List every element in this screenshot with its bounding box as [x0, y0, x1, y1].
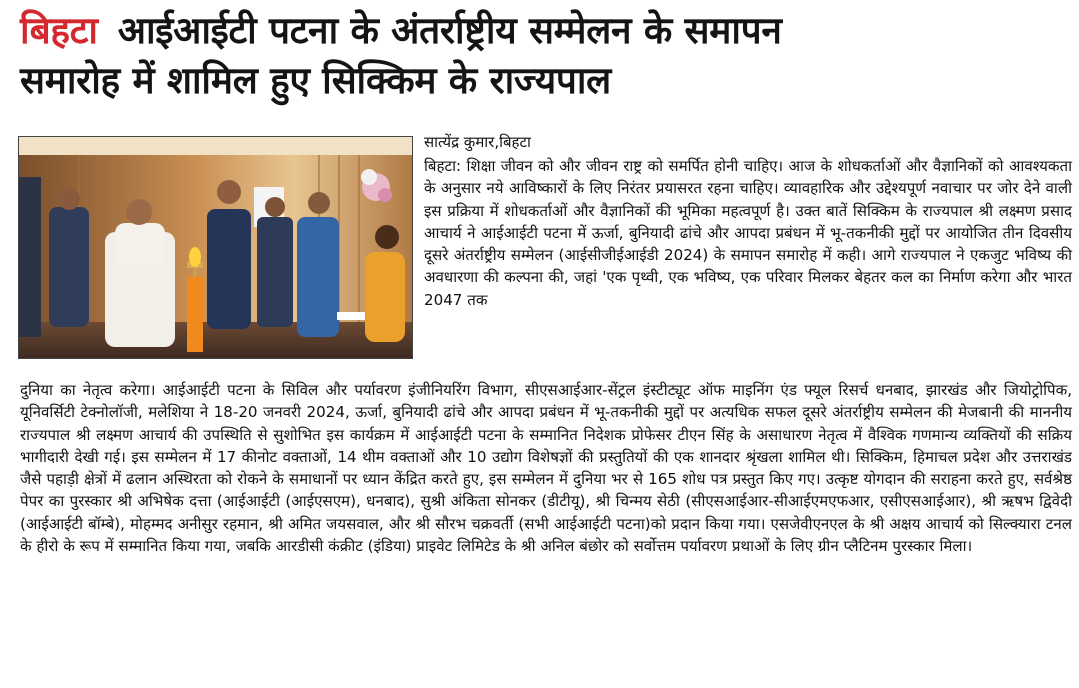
article-paragraph-right: बिहटा: शिक्षा जीवन को और जीवन राष्ट्र को समर्पित होनी चाहिए। आज के शोधकर्ताओं और वैज्ञानिकों को आवश्यकता के अनुसार नये आविष्कारों के लिए निरंतर प्रयासरत रहना चाहिए। व्यावहारिक और उद्देश्यपूर्ण नवाचार पर जोर देने वाली इस प्रक्रिया में शोधकर्ताओं और वैज्ञानिकों की भूमिका महत्वपूर्ण है। उक्त बातें सिक्किम के राज्यपाल श्री लक्ष्मण प्रसाद आचार्य ने आईआईटी पटना में ऊर्जा, बुनियादी ढांचे और आपदा प्रबंधन में भू-तकनीकी मुद्दों पर आयोजित तीन दिवसीय दूसरे अंतर्राष्ट्रीय सम्मेलन (आईसीजीईआईडी 2024) के समापन समारोह में कही। आगे राज्यपाल ने एकजुट भविष्य की अवधारणा की कल्पना की, जहां 'एक पृथ्वी, एक भविष्य, एक परिवार मिलकर बेहतर कल का निर्माण करेगा और भारत 2047 तक: [424, 157, 1072, 309]
headline-line-1: [20, 6, 1070, 56]
article-paragraph-full: दुनिया का नेतृत्व करेगा। आईआईटी पटना के सिविल और पर्यावरण इंजीनियरिंग विभाग, सीएसआईआर-सेंट्रल इंस्टीट्यूट ऑफ माइनिंग एंड फ्यूल रिसर्च धनबाद, झारखंड और जियोट्रोपिक, यूनिवर्सिटी टेक्नोलॉजी, मलेशिया ने 18-20 जनवरी 2024, ऊर्जा, बुनियादी ढांचे और आपदा प्रबंधन में भू-तकनीकी मुद्दों पर अत्यधिक सफल दूसरे अंतर्राष्ट्रीय सम्मेलन की मेजबानी की माननीय राज्यपाल श्री लक्ष्मण आचार्य की उपस्थिति से सुशोभित इस कार्यक्रम में आईआईटी पटना के सम्मानित निदेशक प्रोफेसर टीएन सिंह के असाधारण नेतृत्व में वैश्विक गणमान्य व्यक्तियों की सक्रिय भागीदारी देखी गई। इस सम्मेलन में 17 कीनोट वक्ताओं, 14 थीम वक्ताओं और 10 उद्योग विशेषज्ञों की प्रस्तुतियों की एक शानदार श्रृंखला शामिल थी। सिक्किम, हिमाचल प्रदेश और उत्तराखंड जैसे पहाड़ी क्षेत्रों में ढलान अस्थिरता को रोकने के समाधानों पर ध्यान केंद्रित करते हुए, इस सम्मेलन में दुनिया भर से 165 शोध पत्र प्रस्तुत किए गए। उत्कृष्ट योगदान की सराहना करते हुए, सर्वश्रेष्ठ पेपर का पुरस्कार श्री अभिषेक दत्ता (आईआईटी (आईएसएम), धनबाद), सुश्री अंकिता सोनकर (डीटीयू), श्री चिन्मय सेठी (सीएसआईआर-सीआईएमएफआर, एसीएसआईआर), श्री ऋषभ द्विवेदी (आईआईटी बॉम्बे), मोहम्मद अनीसुर रहमान, श्री अमित जयसवाल, और श्री सौरभ चक्रवर्ती (सभी आईआईटी पटना)को प्रदान किया गया। एसजेवीएनएल के श्री अक्षय आचार्य को सिल्क्यारा टनल के हीरो के रूप में सम्मानित किया गया, जबकि आरडीसी कंक्रीट (इंडिया) प्राइवेट लिमिटेड के श्री अनिल बंछोर को सर्वोत्तम पर्यावरण प्रथाओं के लिए ग्रीन प्लैटिनम पुरस्कार मिला।: [20, 381, 1072, 556]
event-photo: [18, 136, 413, 359]
location-tag: बिहटा: [20, 9, 98, 52]
headline-text-1: आईआईटी पटना के अंतर्राष्ट्रीय सम्मेलन के समापन: [117, 9, 782, 52]
byline: सात्येंद्र कुमार,बिहटा: [424, 133, 531, 151]
headline-line-2: समारोह में शामिल हुए सिक्किम के राज्यपाल: [20, 59, 611, 102]
headline: [20, 6, 1070, 106]
lamp-lighting-ceremony-image: [19, 137, 412, 358]
